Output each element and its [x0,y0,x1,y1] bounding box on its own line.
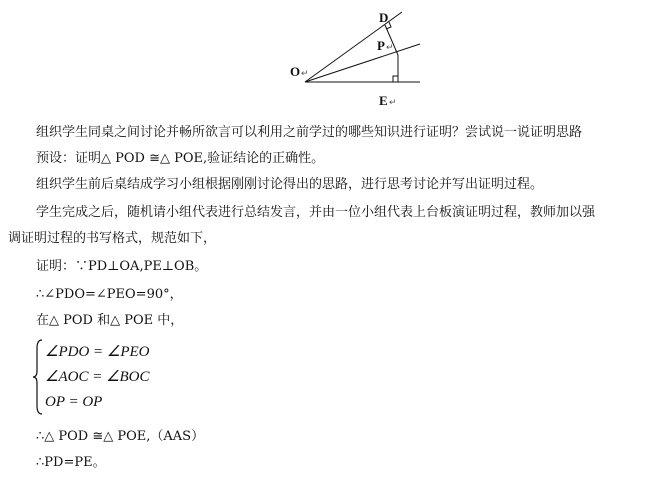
label-o: O [290,64,301,79]
system-equation-1: ∠PDO = ∠PEO [45,344,150,360]
proof-line-3: 在△ POD 和△ POE 中， [36,313,184,328]
proof-line-5: ∴PD=PE。 [36,455,106,470]
paragraph-4-line-1: 学生完成之后，随机请小组代表进行总结发言，并由一位小组代表上台板演证明过程，教师加以强 [36,205,596,220]
proof-line-4: ∴△ POD ≅△ POE,（AAS） [36,429,205,444]
system-equation-3: OP = OP [45,394,103,410]
system-equation-2: ∠AOC = ∠BOC [45,369,150,385]
paragraph-3: 组织学生前后桌结成学习小组根据刚刚讨论得出的思路，进行思考讨论并写出证明过程。 [36,177,544,192]
label-e: E [379,93,388,108]
geometry-figure [0,0,672,110]
edit-mark-p: ↵ [386,42,394,52]
right-angle-mark [393,76,398,82]
ray-oc-bisector [305,44,420,82]
proof-line-1: 证明：∵PD⊥OA,PE⊥OB。 [36,259,208,274]
paragraph-4-line-2: 调证明过程的书写格式，规范如下， [8,231,217,246]
label-p: P [377,38,385,53]
edit-mark-o: ↵ [301,68,309,78]
paragraph-1: 组织学生同桌之间讨论并畅所欲言可以利用之前学过的哪些知识进行证明？尝试说一说证明思路 [36,125,583,140]
system-brace [32,338,44,416]
label-d: D [379,10,389,25]
paragraph-2: 预设：证明△ POD ≅△ POE,验证结论的正确性。 [36,151,325,166]
proof-line-2: ∴∠PDO=∠PEO=90°， [36,287,183,302]
edit-mark-e: ↵ [389,97,397,107]
